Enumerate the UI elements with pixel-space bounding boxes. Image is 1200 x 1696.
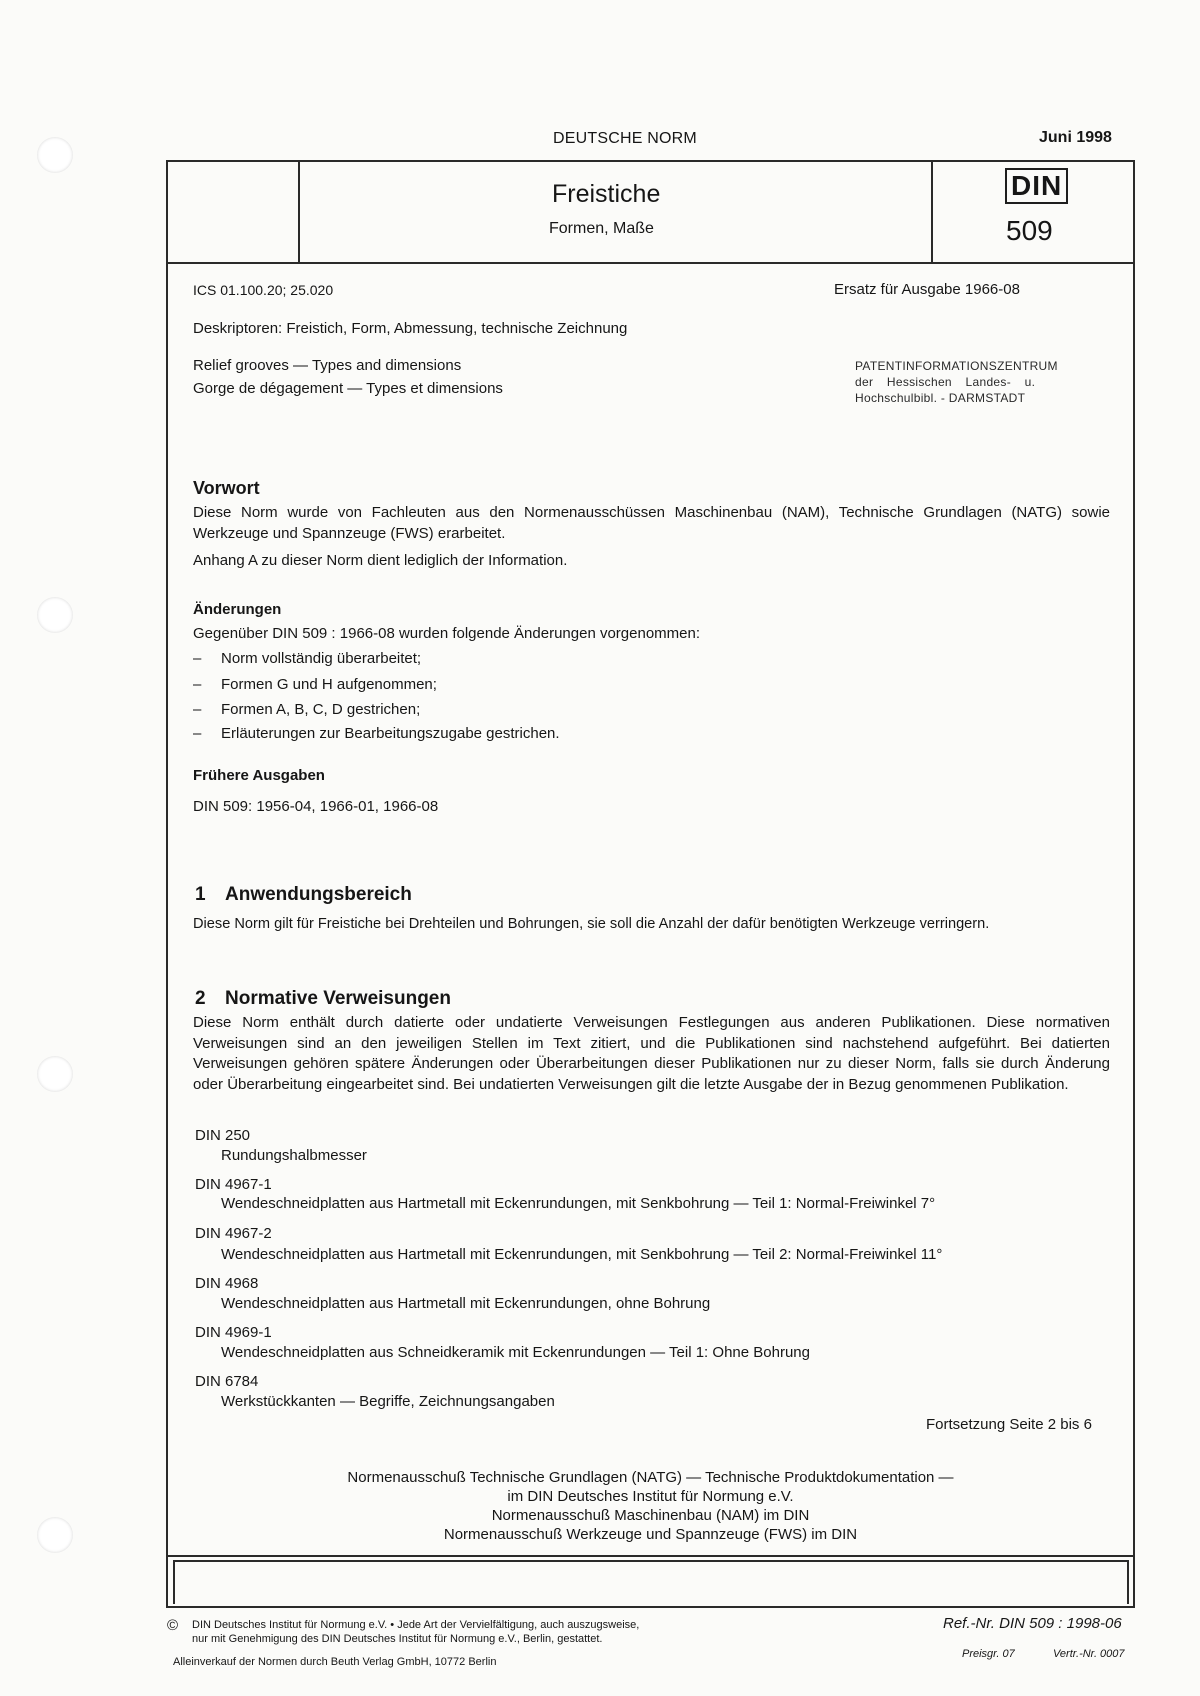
list-item-text: Formen A, B, C, D gestrichen; <box>221 701 421 718</box>
distribution-number: Vertr.-Nr. 0007 <box>1053 1648 1125 1660</box>
stamp-line: der Hessischen Landes- u. <box>855 375 1036 389</box>
continuation-note: Fortsetzung Seite 2 bis 6 <box>926 1416 1092 1433</box>
list-item-text: Erläuterungen zur Bearbeitungszugabe gestrichen. <box>221 725 560 742</box>
committee-line: Normenausschuß Werkzeuge und Spannzeuge (FWS) im DIN <box>443 1526 858 1543</box>
vorwort-annex-note: Anhang A zu dieser Norm dient lediglich der Information. <box>193 552 568 569</box>
reference-code: DIN 4967-1 <box>195 1176 272 1193</box>
din-number: 509 <box>1006 215 1053 246</box>
list-item-text: Formen G und H aufgenommen; <box>221 676 437 693</box>
copyright-symbol: © <box>167 1617 179 1634</box>
footer-box-right <box>1127 1560 1129 1604</box>
replaces-edition: Ersatz für Ausgabe 1966-08 <box>834 281 1020 298</box>
list-item <box>193 676 437 693</box>
section-title: Normative Verweisungen <box>225 988 451 1009</box>
aenderungen-heading: Änderungen <box>193 601 282 618</box>
committee-line: Normenausschuß Technische Grundlagen (NATG) — Technische Produktdokumentation — <box>347 1469 954 1486</box>
doc-type: DEUTSCHE NORM <box>553 130 697 147</box>
aenderungen-intro: Gegenüber DIN 509 : 1966-08 wurden folgende Änderungen vorgenommen: <box>193 625 701 642</box>
earlier-editions-heading: Frühere Ausgaben <box>193 767 325 784</box>
din-logo <box>1005 168 1068 204</box>
footer-box-left <box>173 1560 175 1604</box>
reference-number: Ref.-Nr. DIN 509 : 1998-06 <box>943 1615 1122 1632</box>
reference-code: DIN 250 <box>195 1127 251 1144</box>
descriptors: Deskriptoren: Freistich, Form, Abmessung, technische Zeichnung <box>193 320 628 337</box>
list-dash: – <box>193 701 202 718</box>
library-stamp <box>855 358 1058 406</box>
list-item <box>193 725 560 742</box>
list-dash: – <box>193 676 202 693</box>
section-title: Anwendungsbereich <box>225 884 412 905</box>
reference-title: Rundungshalbmesser <box>221 1147 367 1164</box>
section-number: 1 <box>195 884 206 905</box>
reference-title: Werkstückkanten — Begriffe, Zeichnungsangaben <box>221 1393 555 1410</box>
copyright-line: nur mit Genehmigung des DIN Deutsches Institut für Normung e.V., Berlin, gestattet. <box>192 1633 603 1645</box>
section-heading <box>195 884 412 906</box>
reference-code: DIN 4967-2 <box>195 1225 272 1242</box>
title-english: Relief grooves — Types and dimensions <box>193 357 462 374</box>
section-number: 2 <box>195 988 206 1009</box>
din-logo-text: DIN <box>1011 170 1063 201</box>
committee-line: Normenausschuß Maschinenbau (NAM) im DIN <box>491 1507 810 1524</box>
price-group: Preisgr. 07 <box>962 1648 1015 1660</box>
ics-codes: ICS 01.100.20; 25.020 <box>193 282 334 298</box>
title-french: Gorge de dégagement — Types et dimensions <box>193 380 503 397</box>
title-box <box>166 160 1135 264</box>
punch-hole <box>37 137 73 173</box>
title-box-divider-right <box>931 160 933 264</box>
copyright-line: DIN Deutsches Institut für Normung e.V. • Jede Art der Vervielfältigung, auch auszugsweise, <box>192 1619 640 1631</box>
list-dash: – <box>193 725 202 742</box>
reference-code: DIN 6784 <box>195 1373 259 1390</box>
earlier-editions-list: DIN 509: 1956-04, 1966-01, 1966-08 <box>193 798 439 815</box>
stamp-line: Hochschulbibl. - DARMSTADT <box>855 391 1026 405</box>
footer-rule <box>166 1555 1135 1557</box>
copyright-text <box>192 1618 639 1646</box>
punch-hole <box>37 1517 73 1553</box>
issue-date: Juni 1998 <box>1039 129 1112 146</box>
punch-hole <box>37 1056 73 1092</box>
page-title: Freistiche <box>552 180 661 208</box>
stamp-line: PATENTINFORMATIONSZENTRUM <box>855 359 1058 373</box>
reference-code: DIN 4968 <box>195 1275 259 1292</box>
list-item-text: Norm vollständig überarbeitet; <box>221 650 422 667</box>
page-subtitle: Formen, Maße <box>549 220 654 237</box>
section-text: Diese Norm gilt für Freistiche bei Drehteilen und Bohrungen, sie soll die Anzahl der dafür benötigten Werkzeuge verringern. <box>193 916 990 932</box>
vorwort-heading: Vorwort <box>193 478 260 498</box>
committees-block <box>166 1468 1135 1544</box>
list-item <box>193 650 421 667</box>
vorwort-paragraph: Diese Norm wurde von Fachleuten aus den Normenausschüssen Maschinenbau (NAM), Technische Grundlagen (NATG) sowie Werkzeuge und Spannzeuge (FWS) erarbeitet. <box>193 504 1110 542</box>
title-box-divider-left <box>298 160 300 264</box>
reference-code: DIN 4969-1 <box>195 1324 272 1341</box>
list-item <box>193 701 420 718</box>
committee-line: im DIN Deutsches Institut für Normung e.V. <box>507 1488 794 1505</box>
section-heading <box>195 988 451 1010</box>
reference-title: Wendeschneidplatten aus Schneidkeramik mit Eckenrundungen — Teil 1: Ohne Bohrung <box>221 1344 810 1361</box>
reference-title: Wendeschneidplatten aus Hartmetall mit Eckenrundungen, ohne Bohrung <box>221 1295 711 1312</box>
list-dash: – <box>193 650 202 667</box>
sales-note: Alleinverkauf der Normen durch Beuth Verlag GmbH, 10772 Berlin <box>173 1656 497 1668</box>
footer-box-top <box>173 1560 1129 1562</box>
reference-title: Wendeschneidplatten aus Hartmetall mit Eckenrundungen, mit Senkbohrung — Teil 1: Normal-Freiwinkel 7° <box>221 1195 936 1212</box>
section-text: Diese Norm enthält durch datierte oder undatierte Verweisungen Festlegungen aus anderen Publikationen. Diese normativen Verweisungen sind an den jeweiligen Stellen im Text zitiert, und die Publikationen sind nachstehend aufgeführt. Bei datierten Verweisungen gehören spätere Änderungen oder Überarbeitungen dieser Publikationen nur zu dieser Norm, falls sie durch Änderung oder Überarbeitung eingearbeitet sind. Bei undatierten Verweisungen gilt die letzte Ausgabe der in Bezug genommenen Publikation. <box>193 1014 1110 1093</box>
reference-title: Wendeschneidplatten aus Hartmetall mit Eckenrundungen, mit Senkbohrung — Teil 2: Normal-Freiwinkel 11° <box>221 1246 943 1263</box>
punch-hole <box>37 597 73 633</box>
